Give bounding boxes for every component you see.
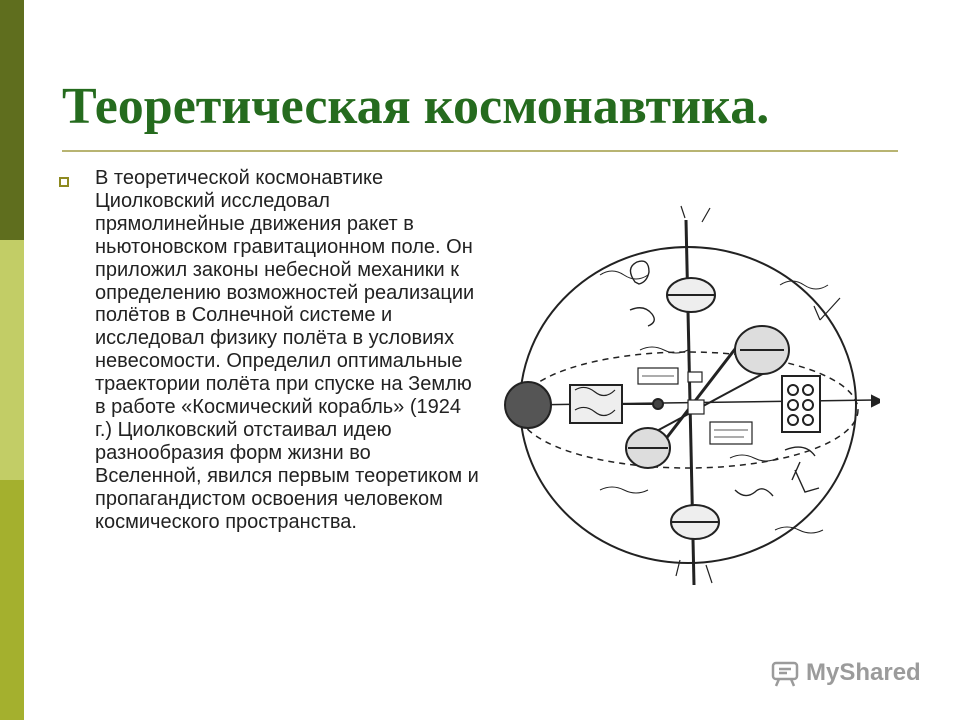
- watermark-text: MyShared: [806, 659, 921, 686]
- tsiolkovsky-space-sketch-icon: [480, 200, 880, 600]
- title-divider: [62, 150, 898, 152]
- sidebar-stripe-top: [0, 0, 24, 240]
- projector-icon: [770, 658, 800, 688]
- sidebar-stripe-middle: [0, 240, 24, 480]
- slide-body-text: В теоретической космонавтике Циолковский исследовал прямолинейные движения ракет в ньютоновском гравитационном поле. Он приложил законы небесной механики к определению возможностей реализации полётов в Солнечной системе и исследовал физику полёта в условиях невесомости. Определил оптимальные траектории полёта при спуске на Землю в работе «Космический корабль» (1924 г.) Циолковский отстаивал идею разнообразия форм жизни во Вселенной, явился первым теоретиком и пропагандистом освоения человеком космического пространства.: [95, 167, 479, 533]
- bullet-square-icon: [59, 177, 69, 187]
- slide-title: Теоретическая космонавтика.: [62, 78, 770, 135]
- sidebar-stripe-bottom: [0, 480, 24, 720]
- myshared-watermark: [770, 656, 930, 690]
